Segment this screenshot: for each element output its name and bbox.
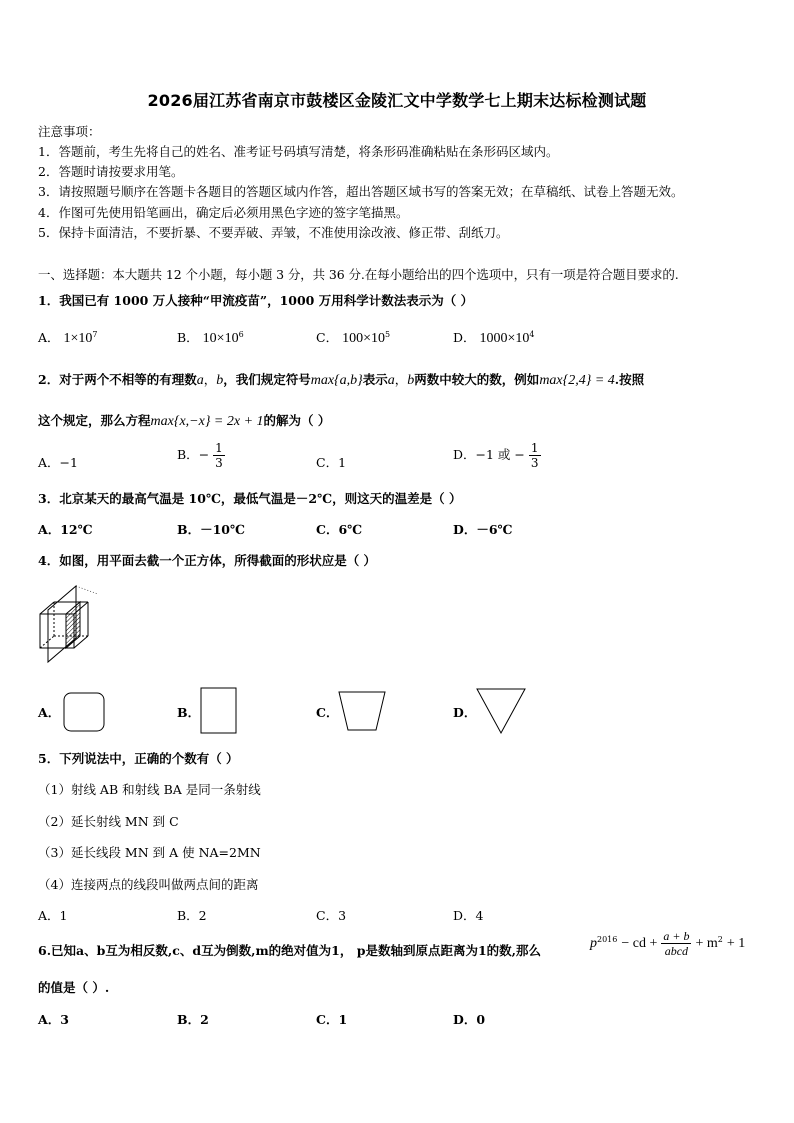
question-4-stem: 4．如图，用平面去截一个正方体，所得截面的形状应是（ ）: [38, 553, 377, 568]
q4-option-d: D．: [453, 705, 477, 720]
question-6-line2: 的值是（ ）.: [38, 980, 110, 995]
trapezoid-shape: [338, 690, 386, 732]
fraction-a-plus-b-over-abcd: $\frac{a + b}{\text{abcd}}$: [663, 929, 690, 958]
q2-option-b: B．− $\frac{1}{3}$: [177, 441, 223, 470]
notice-heading: 注意事项：: [38, 124, 101, 139]
q5-statement-2: （2）延长射线 MN 到 C: [38, 814, 179, 829]
section-heading: 一、选择题：本大题共 12 个小题，每小题 3 分，共 36 分.在每小题给出的四个选项中，只有一项是符合题目要求的.: [38, 267, 679, 282]
q3-option-b: B．－10℃: [177, 522, 245, 537]
notice-item-1: 1．答题前，考生先将自己的姓名、准考证号码填写清楚，将条形码准确粘贴在条形码区域内。: [38, 144, 559, 159]
q6-option-c: C．1: [316, 1012, 348, 1027]
q5-statement-1: （1）射线 AB 和射线 BA 是同一条射线: [38, 782, 261, 797]
q6-expression: $p^{2016}$ − cd + $\frac{a + b}{\text{abcd}}$ + $m^2 + 1$: [590, 929, 746, 958]
notice-item-2: 2．答题时请按要求用笔。: [38, 164, 184, 179]
notice-item-4: 4．作图可先使用铅笔画出，确定后必须用黑色字迹的签字笔描黑。: [38, 205, 409, 220]
rounded-square-shape: [63, 692, 105, 732]
q2-option-d: D．−1 或 − $\frac{1}{3}$: [453, 441, 539, 470]
question-3-stem: 3．北京某天的最高气温是 10℃，最低气温是－2℃，则这天的温差是（ ）: [38, 491, 462, 506]
q2-option-a: A．−1: [38, 455, 78, 470]
q4-option-c: C．: [316, 705, 339, 720]
q5-option-c: C．3: [316, 908, 347, 923]
q6-option-a: A．3: [38, 1012, 69, 1027]
fraction-one-third: $\frac{1}{3}$: [215, 441, 223, 470]
notice-item-3: 3．请按照题号顺序在答题卡各题目的答题区域内作答，超出答题区域书写的答案无效；在草稿纸、试卷上答题无效。: [38, 184, 684, 199]
q1-option-c: C． $100\times 10^5$: [316, 329, 391, 346]
q3-option-a: A．12℃: [38, 522, 93, 537]
fraction-one-third-d: $\frac{1}{3}$: [530, 441, 539, 470]
q5-option-d: D．4: [453, 908, 484, 923]
q5-option-b: B．2: [177, 908, 207, 923]
inverted-triangle-shape: [476, 687, 526, 735]
q6-option-b: B．2: [177, 1012, 209, 1027]
rectangle-shape: [200, 687, 238, 735]
question-6-stem: 6.已知a、b互为相反数,c、d互为倒数,m的绝对值为1， p是数轴到原点距离为1的数,那么: [38, 943, 542, 958]
q5-option-a: A．1: [38, 908, 68, 923]
notice-item-5: 5．保持卡面清洁，不要折暴、不要弄破、弄皱，不准使用涂改液、修正带、刮纸刀。: [38, 225, 509, 240]
q2-option-c: C．1: [316, 455, 347, 470]
question-5-stem: 5．下列说法中，正确的个数有（ ）: [38, 751, 239, 766]
q1-option-a: A． $1\times 10^7$: [38, 329, 98, 346]
page-title: 2026届江苏省南京市鼓楼区金陵汇文中学数学七上期末达标检测试题: [147, 91, 647, 110]
cube-section-figure: [36, 580, 106, 664]
q3-option-d: D．－6℃: [453, 522, 513, 537]
q5-statement-4: （4）连接两点的线段叫做两点间的距离: [38, 877, 259, 892]
question-1-stem: 1．我国已有 1000 万人接种“甲流疫苗”，1000 万用科学计数法表示为（ ）: [38, 293, 474, 308]
q5-statement-3: （3）延长线段 MN 到 A 使 NA=2MN: [38, 845, 261, 860]
q1-option-b: B． $10\times 10^6$: [177, 329, 244, 346]
question-2-line2: 这个规定，那么方程max{x,−x} = 2x + 1的解为（ ）: [38, 413, 331, 429]
q4-option-b: B．: [177, 705, 201, 720]
q1-option-d: D． $1000\times 10^4$: [453, 329, 535, 346]
q4-option-a: A．: [38, 705, 61, 720]
question-2-stem: 2．对于两个不相等的有理数a，b，我们规定符号max{a,b}表示a，b两数中较大的数，例如max{2,4} = 4.按照: [38, 372, 645, 388]
q3-option-c: C．6℃: [316, 522, 363, 537]
q6-option-d: D．0: [453, 1012, 486, 1027]
